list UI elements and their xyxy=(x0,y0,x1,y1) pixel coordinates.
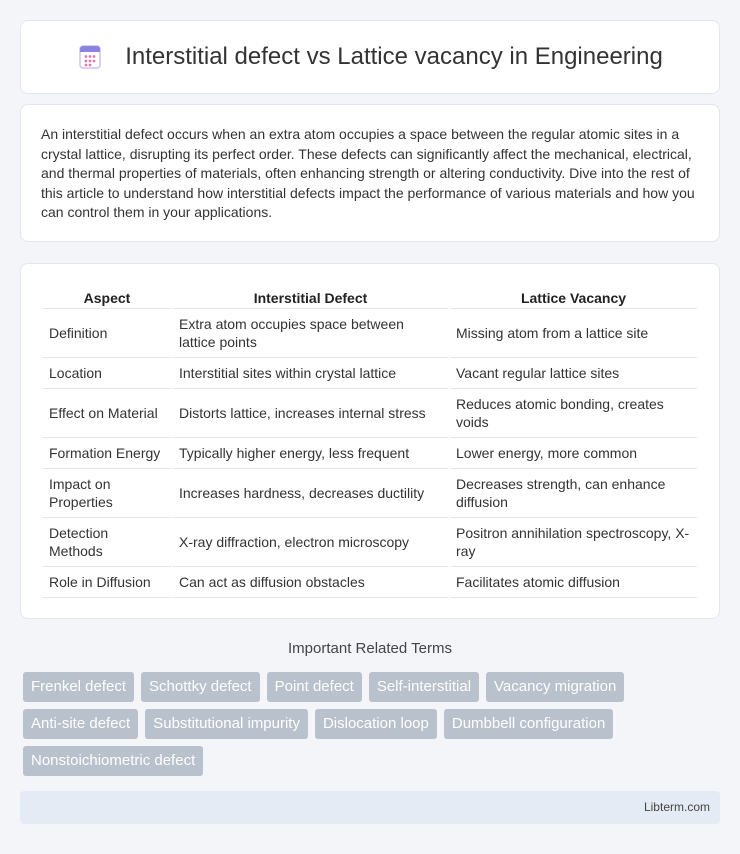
related-term-tag[interactable]: Point defect xyxy=(267,672,362,702)
table-cell-interstitial: Increases hardness, decreases ductility xyxy=(173,469,448,518)
table-row xyxy=(43,389,697,438)
table-cell-interstitial: X-ray diffraction, electron microscopy xyxy=(173,518,448,567)
related-term-tag[interactable]: Dislocation loop xyxy=(315,709,437,739)
related-term-tag[interactable]: Dumbbell configuration xyxy=(444,709,613,739)
related-term-tag[interactable]: Self-interstitial xyxy=(369,672,479,702)
table-row xyxy=(43,309,697,358)
related-terms-title: Important Related Terms xyxy=(288,640,452,657)
related-term-tag[interactable]: Schottky defect xyxy=(141,672,260,702)
table-cell-interstitial: Typically higher energy, less frequent xyxy=(173,438,448,469)
related-term-tag[interactable]: Substitutional impurity xyxy=(145,709,308,739)
table-cell-vacancy: Facilitates atomic diffusion xyxy=(450,567,697,598)
comparison-table-card xyxy=(20,263,720,619)
table-cell-vacancy: Reduces atomic bonding, creates voids xyxy=(450,389,697,438)
table-cell-interstitial: Can act as diffusion obstacles xyxy=(173,567,448,598)
table-row xyxy=(43,358,697,389)
page-title: Interstitial defect vs Lattice vacancy in Engineering xyxy=(125,43,663,70)
table-cell-aspect: Impact on Properties xyxy=(43,469,171,518)
related-term-tag[interactable]: Vacancy migration xyxy=(486,672,624,702)
table-cell-aspect: Detection Methods xyxy=(43,518,171,567)
table-cell-vacancy: Decreases strength, can enhance diffusion xyxy=(450,469,697,518)
table-header-row xyxy=(43,284,697,309)
table-cell-aspect: Role in Diffusion xyxy=(43,567,171,598)
document-icon xyxy=(77,44,103,70)
table-cell-interstitial: Interstitial sites within crystal lattice xyxy=(173,358,448,389)
related-term-tag[interactable]: Frenkel defect xyxy=(23,672,134,702)
column-header-vacancy: Lattice Vacancy xyxy=(450,284,697,309)
title-card xyxy=(20,20,720,94)
table-row xyxy=(43,438,697,469)
related-term-tag[interactable]: Anti-site defect xyxy=(23,709,138,739)
table-cell-aspect: Definition xyxy=(43,309,171,358)
table-cell-aspect: Location xyxy=(43,358,171,389)
column-header-aspect: Aspect xyxy=(43,284,171,309)
table-cell-interstitial: Distorts lattice, increases internal stress xyxy=(173,389,448,438)
table-cell-vacancy: Missing atom from a lattice site xyxy=(450,309,697,358)
table-cell-vacancy: Vacant regular lattice sites xyxy=(450,358,697,389)
table-row xyxy=(43,567,697,598)
column-header-interstitial: Interstitial Defect xyxy=(173,284,448,309)
related-term-tag[interactable]: Nonstoichiometric defect xyxy=(23,746,203,776)
table-row xyxy=(43,469,697,518)
table-cell-interstitial: Extra atom occupies space between lattice points xyxy=(173,309,448,358)
table-cell-vacancy: Lower energy, more common xyxy=(450,438,697,469)
table-cell-aspect: Effect on Material xyxy=(43,389,171,438)
table-row xyxy=(43,518,697,567)
intro-paragraph: An interstitial defect occurs when an extra atom occupies a space between the regular atomic sites in a crystal lattice, disrupting its perfect order. These defects can significantly affect the mechanical, electrical, and thermal properties of materials, often enhancing strength or altering conductivity. Dive into the rest of this article to understand how interstitial defects impact the performance of various materials and how you can control them in your applications. xyxy=(41,126,695,220)
table-cell-vacancy: Positron annihilation spectroscopy, X-ray xyxy=(450,518,697,567)
comparison-table xyxy=(41,284,699,598)
footer-brand-link[interactable]: Libterm.com xyxy=(643,800,710,814)
related-terms-tags xyxy=(23,672,703,776)
footer xyxy=(20,791,720,824)
intro-card xyxy=(20,104,720,242)
table-cell-aspect: Formation Energy xyxy=(43,438,171,469)
